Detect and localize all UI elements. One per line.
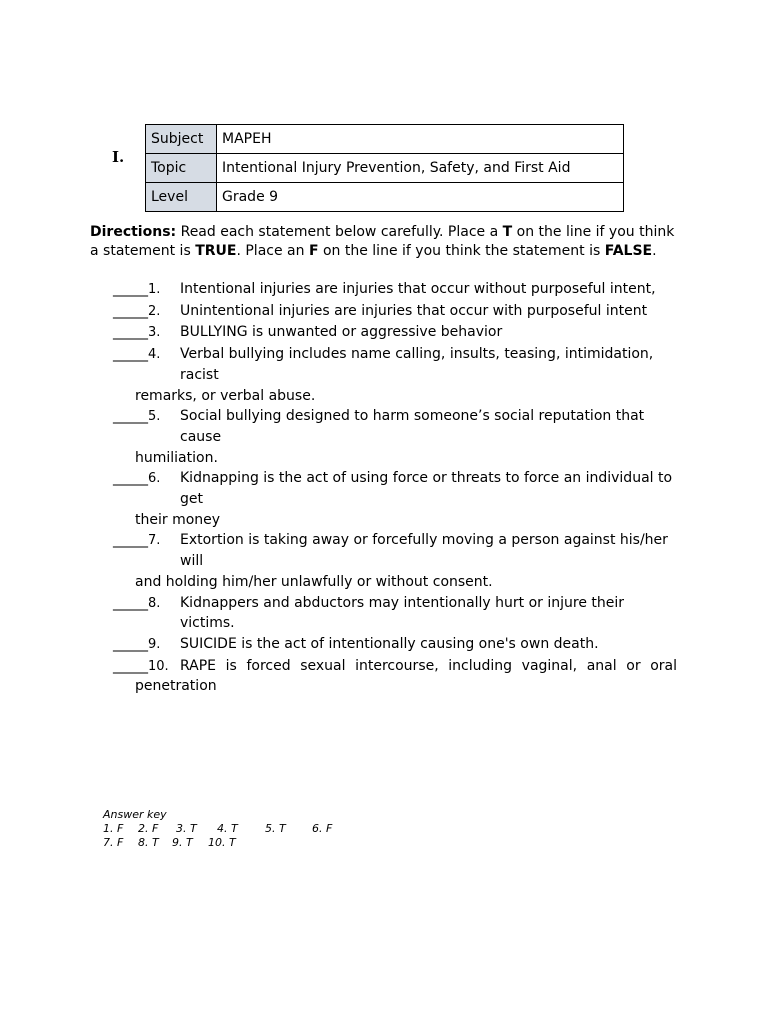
section-numeral: I. <box>112 148 125 166</box>
item-statement <box>135 406 677 468</box>
item-number <box>113 322 180 344</box>
item-number-label: 4. <box>148 347 161 363</box>
item-statement <box>135 468 677 530</box>
level-label: Level <box>146 183 217 212</box>
directions-heading: Directions: <box>90 224 177 240</box>
statement-line: Kidnappers and abductors may intentionally hurt or injure their victims. <box>180 594 625 632</box>
item-number <box>113 593 180 634</box>
list-item <box>113 344 677 406</box>
info-table <box>145 124 624 212</box>
directions-bold: TRUE <box>195 243 237 259</box>
directions-text: . <box>652 243 657 259</box>
statement-continuation: their money <box>135 511 221 528</box>
list-item <box>113 656 677 697</box>
item-number <box>113 301 180 323</box>
table-row <box>146 183 624 212</box>
statement-continuation: remarks, or verbal abuse. <box>135 387 316 404</box>
answer-key-entry: 10. T <box>208 836 236 849</box>
directions-text: on the line if you think the statement is <box>318 243 605 259</box>
item-number-label: 5. <box>148 409 161 425</box>
statement-list <box>113 279 677 697</box>
item-number-label: 6. <box>148 471 161 487</box>
item-statement <box>180 322 677 344</box>
statement-line: RAPE is forced sexual intercourse, including vaginal, anal or oral <box>180 657 677 674</box>
statement-continuation: humiliation. <box>135 449 218 466</box>
statement-line: Verbal bullying includes name calling, insults, teasing, intimidation, racist <box>180 346 654 383</box>
item-statement <box>135 530 677 592</box>
item-number <box>113 279 180 301</box>
answer-key-entry: 9. T <box>172 836 193 849</box>
answer-blank-line[interactable]: _____ <box>113 281 148 297</box>
answer-blank-line[interactable]: _____ <box>113 594 148 611</box>
level-value: Grade 9 <box>217 183 624 212</box>
statement-continuation: and holding him/her unlawfully or without consent. <box>135 573 493 590</box>
item-number-label: 2. <box>148 303 161 319</box>
answer-key-entry: 5. T <box>265 822 286 835</box>
directions-text: . Place an <box>236 243 309 259</box>
answer-key-row <box>103 822 332 836</box>
item-number <box>113 634 180 656</box>
directions-paragraph <box>90 223 680 261</box>
answer-key <box>103 808 332 850</box>
item-number-label: 8. <box>148 595 161 611</box>
topic-value: Intentional Injury Prevention, Safety, and First Aid <box>217 154 624 183</box>
item-number-label: 9. <box>148 636 161 652</box>
answer-key-entry: 3. T <box>176 822 197 835</box>
list-item <box>113 530 677 592</box>
answer-key-entry: 4. T <box>217 822 238 835</box>
table-row <box>146 154 624 183</box>
answer-blank-line[interactable]: _____ <box>113 532 148 549</box>
list-item <box>113 406 677 468</box>
item-number-label: 10. <box>148 658 169 674</box>
item-statement <box>180 634 677 656</box>
answer-key-entry: 2. F <box>138 822 159 835</box>
answer-key-row <box>103 836 332 850</box>
directions-text: on the line if you think a statement is <box>90 224 675 259</box>
item-number-label: 7. <box>148 533 161 549</box>
list-item <box>113 322 677 344</box>
answer-blank-line[interactable]: _____ <box>113 346 148 363</box>
statement-line: Social bullying designed to harm someone’s social reputation that cause <box>180 408 645 445</box>
directions-bold: FALSE <box>604 243 653 259</box>
answer-blank-line[interactable]: _____ <box>113 657 148 674</box>
item-statement <box>135 344 677 406</box>
answer-key-entry: 6. F <box>312 822 333 835</box>
answer-blank-line[interactable]: _____ <box>113 470 148 487</box>
statement-line: BULLYING is unwanted or aggressive behavior <box>180 324 503 341</box>
answer-blank-line[interactable]: _____ <box>113 324 148 341</box>
subject-value: MAPEH <box>217 125 624 154</box>
answer-key-entry: 8. T <box>138 836 159 849</box>
directions-bold: T <box>502 224 513 240</box>
table-row <box>146 125 624 154</box>
answer-key-entry: 1. F <box>103 822 124 835</box>
answer-key-title: Answer key <box>103 808 167 821</box>
list-item <box>113 468 677 530</box>
item-statement <box>180 593 677 634</box>
answer-blank-line[interactable]: _____ <box>113 635 148 652</box>
statement-line: SUICIDE is the act of intentionally causing one's own death. <box>180 635 599 652</box>
list-item <box>113 279 677 301</box>
item-number-label: 3. <box>148 325 161 341</box>
answer-blank-line[interactable]: _____ <box>113 302 148 319</box>
directions-bold: F <box>308 243 319 259</box>
item-statement <box>180 279 677 301</box>
list-item <box>113 634 677 656</box>
directions-text: Read each statement below carefully. Place a <box>176 224 503 240</box>
statement-line: Kidnapping is the act of using force or threats to force an individual to get <box>180 470 673 508</box>
answer-blank-line[interactable]: _____ <box>113 408 148 425</box>
statement-line: Unintentional injuries are injuries that occur with purposeful intent <box>180 302 648 319</box>
answer-key-entry: 7. F <box>103 836 124 849</box>
item-number-label: 1. <box>148 282 161 297</box>
statement-line: Extortion is taking away or forcefully moving a person against his/her will <box>180 532 668 570</box>
topic-label: Topic <box>146 154 217 183</box>
statement-line: Intentional injuries are injuries that occur without purposeful intent, <box>180 281 656 297</box>
item-statement <box>180 301 677 323</box>
list-item <box>113 301 677 323</box>
statement-continuation: penetration <box>135 678 217 695</box>
subject-label: Subject <box>146 125 217 154</box>
list-item <box>113 593 677 634</box>
